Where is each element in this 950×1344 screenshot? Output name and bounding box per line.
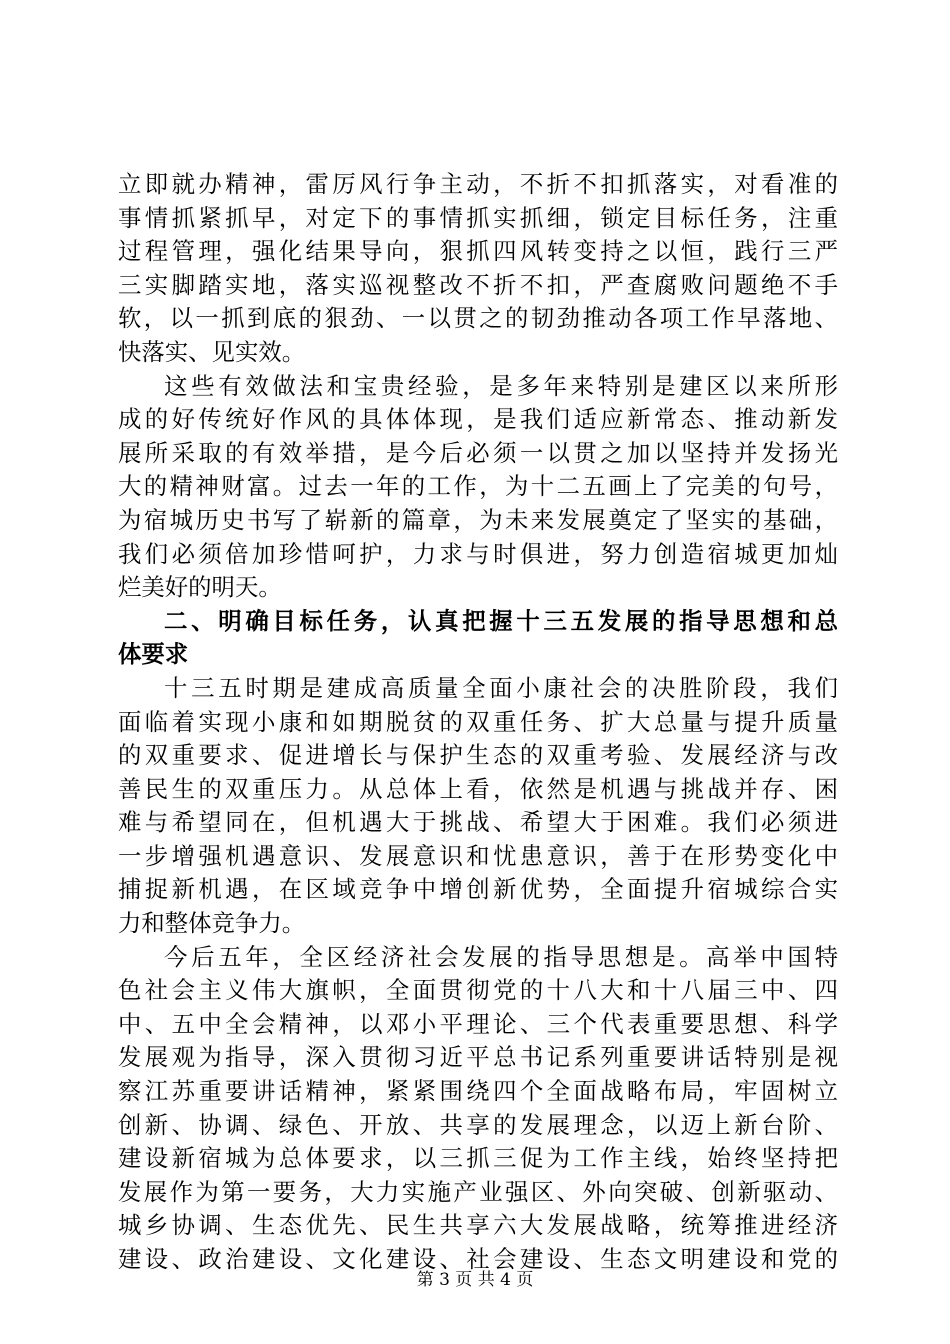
section-heading-line: 体要求: [118, 640, 189, 669]
text-line: 中、五中全会精神，以邓小平理论、三个代表重要思想、科学: [118, 1009, 838, 1038]
text-line: 一步增强机遇意识、发展意识和忧患意识，善于在形势变化中: [118, 841, 838, 870]
text-line: 过程管理，强化结果导向，狠抓四风转变持之以恒，践行三严: [118, 237, 838, 266]
text-line: 创新、协调、绿色、开放、共享的发展理念，以迈上新台阶、: [118, 1110, 838, 1139]
text-line: 快落实、见实效。: [118, 337, 306, 366]
text-line: 建设、政治建设、文化建设、社会建设、生态文明建设和党的: [118, 1245, 838, 1273]
text-line: 事情抓紧抓早，对定下的事情抓实抓细，锁定目标任务，注重: [118, 203, 838, 232]
text-line: 城乡协调、生态优先、民生共享六大发展战略，统筹推进经济: [118, 1211, 838, 1240]
text-line: 今后五年，全区经济社会发展的指导思想是。高举中国特: [164, 942, 838, 971]
text-line: 建设新宿城为总体要求，以三抓三促为工作主线，始终坚持把: [118, 1144, 838, 1173]
text-line: 烂美好的明天。: [118, 573, 282, 602]
text-line: 这些有效做法和宝贵经验，是多年来特别是建区以来所形: [164, 371, 838, 400]
text-line: 我们必须倍加珍惜呵护，力求与时俱进，努力创造宿城更加灿: [118, 539, 838, 568]
text-line: 十三五时期是建成高质量全面小康社会的决胜阶段，我们: [164, 673, 838, 702]
text-line: 大的精神财富。过去一年的工作，为十二五画上了完美的句号，: [118, 472, 838, 501]
text-line: 发展作为第一要务，大力实施产业强区、外向突破、创新驱动、: [118, 1177, 838, 1206]
text-line: 三实脚踏实地，落实巡视整改不折不扣，严查腐败问题绝不手: [118, 270, 838, 299]
text-line: 发展观为指导，深入贯彻习近平总书记系列重要讲话特别是视: [118, 1043, 838, 1072]
text-line: 的双重要求、促进增长与保护生态的双重考验、发展经济与改: [118, 741, 838, 770]
text-line: 面临着实现小康和如期脱贫的双重任务、扩大总量与提升质量: [118, 707, 838, 736]
body-text: [118, 168, 838, 1277]
text-line: 捕捉新机遇，在区域竞争中增创新优势，全面提升宿城综合实: [118, 875, 838, 904]
text-line: 色社会主义伟大旗帜，全面贯彻党的十八大和十八届三中、四: [118, 976, 838, 1005]
section-heading-line: 二、明确目标任务，认真把握十三五发展的指导思想和总: [164, 606, 838, 635]
text-line: 察江苏重要讲话精神，紧紧围绕四个全面战略布局，牢固树立: [118, 1077, 838, 1106]
text-line: 善民生的双重压力。从总体上看，依然是机遇与挑战并存、困: [118, 774, 838, 803]
text-line: 难与希望同在，但机遇大于挑战、希望大于困难。我们必须进: [118, 808, 838, 837]
text-line: 为宿城历史书写了崭新的篇章，为未来发展奠定了坚实的基础，: [118, 505, 838, 534]
text-line: 力和整体竞争力。: [118, 909, 306, 938]
page-footer: 第 3 页 共 4 页: [416, 1270, 534, 1290]
text-line: 成的好传统好作风的具体体现，是我们适应新常态、推动新发: [118, 405, 838, 434]
text-line: 立即就办精神，雷厉风行争主动，不折不扣抓落实，对看准的: [118, 170, 838, 198]
text-line: 展所采取的有效举措，是今后必须一以贯之加以坚持并发扬光: [118, 438, 838, 467]
text-line: 软，以一抓到底的狠劲、一以贯之的韧劲推动各项工作早落地、: [118, 304, 838, 333]
